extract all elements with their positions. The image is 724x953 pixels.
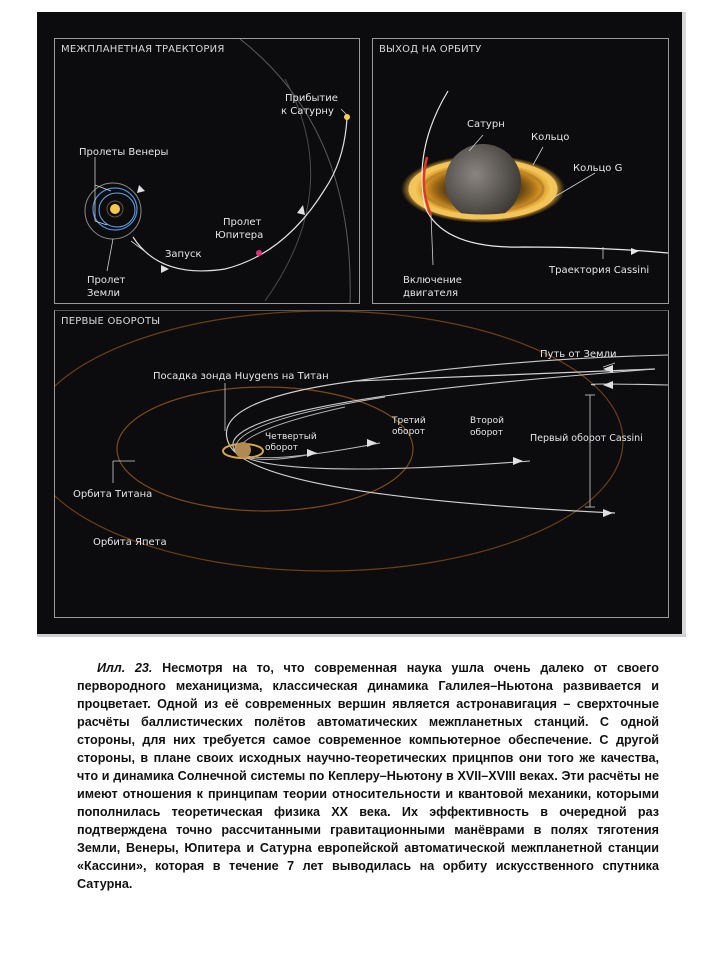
arrival-label: Прибытие xyxy=(285,93,338,104)
engine-burn-label: двигателя xyxy=(403,288,459,299)
iapetus-orbit-label: Орбита Япета xyxy=(93,537,167,548)
arrow-marker xyxy=(603,509,613,517)
saturn-orbit-arc xyxy=(240,39,350,303)
arrow-marker xyxy=(161,265,169,273)
fourth-orbit-label: оборот xyxy=(265,443,299,453)
first-orbit-label: Первый оборот Cassini xyxy=(530,433,643,444)
venus-flybys-label: Пролеты Венеры xyxy=(79,147,169,158)
second-orbit-label: Второй xyxy=(470,416,504,426)
second-orbit-label: оборот xyxy=(470,428,504,438)
incoming-path-2 xyxy=(591,384,668,385)
third-orbit-label: оборот xyxy=(392,427,426,437)
scan-edge xyxy=(682,12,686,634)
earth-flyby-label: Земли xyxy=(87,288,120,299)
third-orbit-label: Третий xyxy=(392,416,426,426)
arrow-marker xyxy=(367,439,377,447)
first-orbits-diagram xyxy=(55,311,668,617)
leader-line xyxy=(533,147,543,165)
arrow-marker xyxy=(137,185,145,193)
cassini-trajectory-figure xyxy=(37,12,682,634)
interplanetary-diagram xyxy=(55,39,359,303)
leader-line xyxy=(431,215,433,265)
arrow-marker xyxy=(631,248,639,255)
arrow-marker xyxy=(603,381,613,389)
sun xyxy=(110,204,120,214)
saturn-label: Сатурн xyxy=(467,119,505,130)
earth-flyby-label: Пролет xyxy=(87,275,126,286)
orbit-insertion-diagram xyxy=(373,39,668,303)
path-from-earth-label: Путь от Земли xyxy=(540,349,617,360)
scan-edge xyxy=(37,634,686,637)
first-orbits-panel xyxy=(54,310,669,618)
engine-burn-label: Включение xyxy=(403,275,462,286)
arrow-marker xyxy=(307,449,317,457)
leader-line xyxy=(341,109,347,115)
ring-g-label: Кольцо G xyxy=(573,163,623,174)
cassini-trajectory-label: Траектория Cassini xyxy=(549,265,650,276)
leader-line xyxy=(603,363,615,367)
arrow-marker xyxy=(297,205,305,215)
incoming-path xyxy=(355,355,668,381)
caption-text: Несмотря на то, что современная наука ушла очень далеко от своего первородного механицизма, классическая динамика Галилея–Ньютона развивается и процветает. Одной из её современных вершин является астронавигация – сверхточные расчёты баллистических полётов автоматических межпланетных станций. С одной стороны, для них требуется самое современное компьютерное обеспечение. С другой стороны, в плане своих исходных научно-теоретических прицнпов они того же качества, что и динамика Солнечной системы по Кеплеру–Ньютону в XVII–XVIII веках. Эти расчёты не имеют отношения к принципам теории относительности и квантовой механики, которыми пополнилась теоретическая физика XX века. Их эффективность в очередной раз подтверждена точно рассчитанными гравитационными манёврами в полях тяготения Земли, Венеры, Юпитера и Сатурна европейской автоматической межпланетной станции «Кассини», которая в течение 7 лет выводилась на орбиту искусственного спутника Сатурна. xyxy=(77,661,659,891)
leader-line xyxy=(131,241,147,253)
titan-orbit-label: Орбита Титана xyxy=(73,489,153,500)
jupiter-flyby-marker xyxy=(256,250,262,256)
interplanetary-trajectory-panel xyxy=(54,38,360,304)
cassini-path xyxy=(133,117,347,271)
panel-title: ВЫХОД НА ОРБИТУ xyxy=(379,44,482,55)
fourth-orbit-label: Четвертый xyxy=(265,432,317,442)
panel-title: ПЕРВЫЕ ОБОРОТЫ xyxy=(61,316,161,327)
saturn-small xyxy=(235,442,251,458)
arrival-label: к Сатурну xyxy=(281,106,334,117)
panel-title: МЕЖПЛАНЕТНАЯ ТРАЕКТОРИЯ xyxy=(61,44,225,55)
figure-caption xyxy=(77,659,659,893)
launch-label: Запуск xyxy=(165,249,202,260)
jupiter-flyby-label: Юпитера xyxy=(215,230,264,241)
jupiter-flyby-label: Пролет xyxy=(223,217,262,228)
ring-label: Кольцо xyxy=(531,132,570,143)
orbit-insertion-panel xyxy=(372,38,669,304)
leader-line xyxy=(107,239,113,271)
cassini-orbit-third xyxy=(235,397,385,458)
saturn-planet xyxy=(445,144,521,220)
caption-lead: Илл. 23. xyxy=(97,661,153,675)
huygens-label: Посадка зонда Huygens на Титан xyxy=(153,371,329,382)
arrow-marker xyxy=(513,457,523,465)
